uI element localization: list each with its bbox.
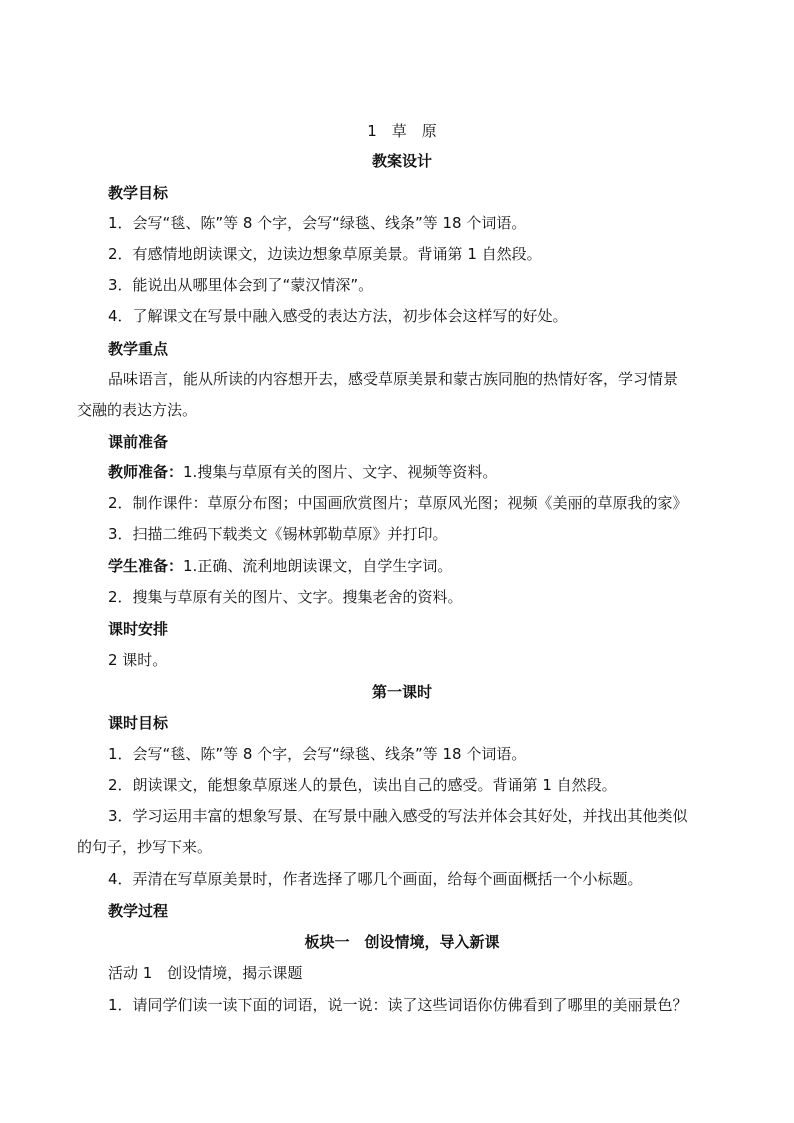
lesson-objective-item: 1．会写“毯、陈”等 8 个字，会写“绿毯、线条”等 18 个词语。	[108, 745, 527, 763]
block-title-text: 板块一 创设情境，导入新课	[304, 933, 500, 951]
student-prep-item: 1.正确、流利地朗读课文，自学生字词。	[183, 557, 453, 575]
teacher-prep-item: 3．扫描二维码下载类文《锡林郭勒草原》并打印。	[108, 525, 448, 543]
teacher-prep-label: 教师准备：	[108, 463, 184, 481]
lesson-objective-item: 3．学习运用丰富的想象写景、在写景中融入感受的写法并体会其好处，并找出其他类似	[108, 807, 688, 825]
lesson-objective-item: 的句子，抄写下来。	[77, 838, 213, 856]
teacher-prep-line	[108, 462, 758, 482]
lesson-objective-item: 2．朗读课文，能想象草原迷人的景色，读出自己的感受。背诵第 1 自然段。	[108, 776, 617, 794]
activity-line: 1．请同学们读一读下面的词语，说一说：读了这些词语你仿佛看到了哪里的美丽景色？	[108, 996, 688, 1014]
schedule-text: 2 课时。	[108, 651, 168, 669]
student-prep-item: 2．搜集与草原有关的图片、文字。搜集老舍的资料。	[108, 588, 463, 606]
block-title	[77, 932, 727, 952]
teacher-prep-item: 2．制作课件：草原分布图；中国画欣赏图片；草原风光图；视频《美丽的草原我的家》	[108, 494, 688, 512]
objective-item: 2．有感情地朗读课文，边读边想象草原美景。背诵第 1 自然段。	[108, 245, 542, 263]
activity-title: 活动 1 创设情境，揭示课题	[108, 964, 303, 982]
key-heading: 教学重点	[108, 340, 169, 358]
key-paragraph-line: 品味语言，能从所读的内容想开去，感受草原美景和蒙古族同胞的热情好客，学习情景	[108, 370, 679, 388]
teacher-prep-item: 1.搜集与草原有关的图片、文字、视频等资料。	[183, 463, 498, 481]
student-prep-label: 学生准备：	[108, 557, 184, 575]
lesson-objective-item: 4．弄清在写草原美景时，作者选择了哪几个画面，给每个画面概括一个小标题。	[108, 870, 643, 888]
objectives-heading: 教学目标	[108, 184, 169, 202]
objective-item: 4．了解课文在写景中融入感受的表达方法，初步体会这样写的好处。	[108, 307, 568, 325]
objective-item: 3．能说出从哪里体会到了“蒙汉情深”。	[108, 276, 374, 294]
lesson-objectives-heading: 课时目标	[108, 714, 169, 732]
key-paragraph-line: 交融的表达方法。	[77, 401, 198, 419]
first-lesson-title: 第一课时	[371, 683, 432, 701]
process-heading: 教学过程	[108, 902, 169, 920]
lesson-title: 1 草 原	[367, 122, 437, 140]
objective-item: 1．会写“毯、陈”等 8 个字，会写“绿毯、线条”等 18 个词语。	[108, 214, 527, 232]
schedule-heading: 课时安排	[108, 620, 169, 638]
prep-heading: 课前准备	[108, 433, 169, 451]
design-title: 教案设计	[371, 152, 432, 170]
student-prep-line	[108, 556, 758, 576]
